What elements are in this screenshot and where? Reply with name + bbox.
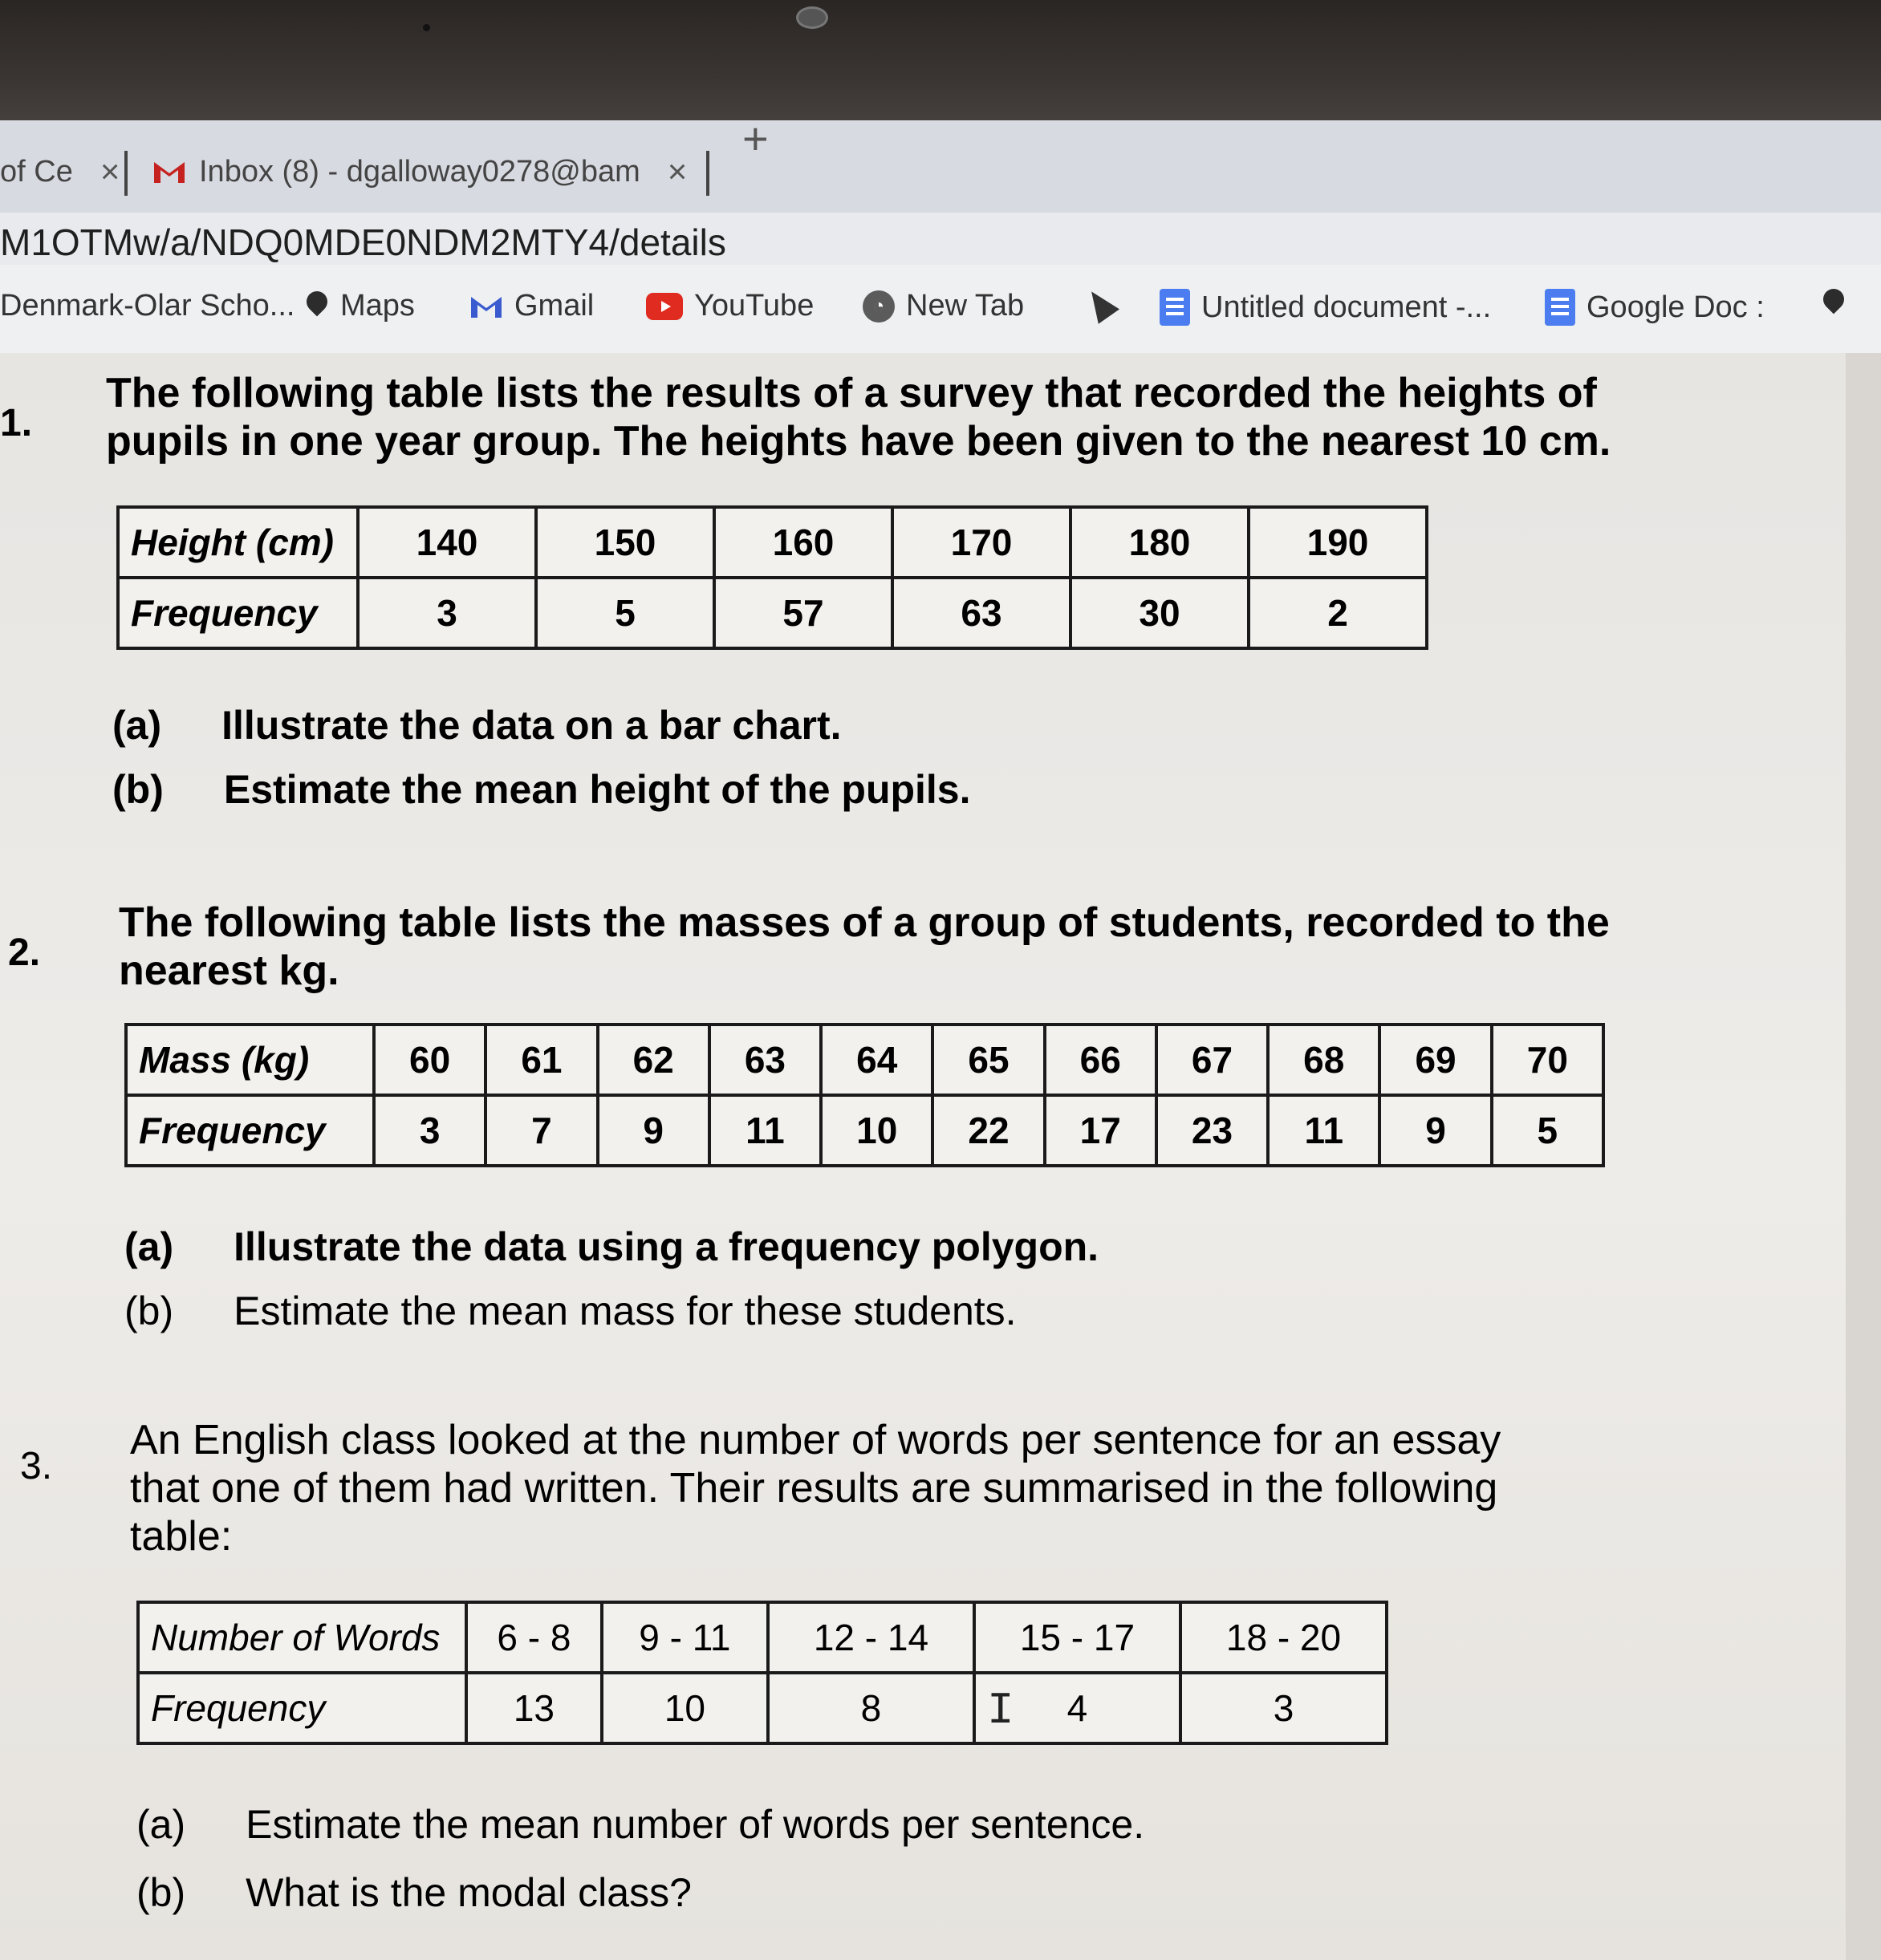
close-tab-icon[interactable]: × [100, 152, 120, 190]
address-bar[interactable] [0, 213, 1881, 273]
bookmark-label: Denmark-Olar Scho... [0, 289, 295, 323]
subquestion-a [124, 1223, 1099, 1270]
table-cell: 170 [892, 507, 1071, 578]
table-cell: 8 [768, 1673, 974, 1743]
bookmarks-bar [0, 265, 1881, 355]
webcam-icon [796, 6, 828, 29]
subquestion-b [124, 1288, 1017, 1334]
table-cell: 3 [1180, 1673, 1387, 1743]
table-cell: 190 [1249, 507, 1427, 578]
table-header-cell: Number of Words [138, 1602, 466, 1673]
table-cell: 68 [1268, 1025, 1379, 1095]
browser-tab-bar [0, 120, 1881, 217]
table-cell: 17 [1045, 1095, 1156, 1166]
subquestion-label: (b) [136, 1870, 186, 1915]
subquestion-b [112, 766, 971, 813]
question-line: that one of them had written. Their results are summarised in the following [130, 1465, 1498, 1512]
question-number: 1. [0, 402, 33, 444]
subquestion-text: Estimate the mean height of the pupils. [223, 767, 971, 812]
subquestion-text: What is the modal class? [246, 1870, 692, 1915]
table-cell: 5 [1492, 1095, 1603, 1166]
table-cell: 9 - 11 [602, 1602, 768, 1673]
gmail-icon [469, 294, 503, 319]
question-line: The following table lists the masses of a group of students, recorded to the [119, 899, 1610, 946]
table-header-cell: Frequency [138, 1673, 466, 1743]
table-cell: 5 [536, 578, 714, 648]
bookmark-newtab[interactable] [863, 289, 1024, 323]
subquestion-text: Illustrate the data on a bar chart. [221, 703, 842, 748]
table-cell: 61 [485, 1025, 597, 1095]
question-line: table: [130, 1513, 233, 1560]
table-cell: 69 [1379, 1025, 1491, 1095]
subquestion-a [136, 1801, 1144, 1848]
maps-pin-icon [1822, 289, 1846, 319]
height-table [116, 505, 1428, 650]
table-cell: 2 [1249, 578, 1427, 648]
tab-title: of Ce [0, 154, 73, 189]
table-cell: 70 [1492, 1025, 1603, 1095]
maps-pin-icon [305, 291, 329, 322]
bookmark-untitled-doc[interactable] [1160, 289, 1491, 326]
table-cell: 23 [1156, 1095, 1268, 1166]
question-number: 2. [8, 931, 41, 974]
youtube-icon [646, 293, 683, 320]
bookmark-label: YouTube [694, 289, 815, 323]
url-text: M1OTMw/a/NDQ0MDE0NDM2MTY4/details [0, 221, 726, 263]
table-header-cell: Frequency [118, 578, 358, 648]
table-cell: 150 [536, 507, 714, 578]
docs-icon [1160, 289, 1190, 326]
table-header-cell: Height (cm) [118, 507, 358, 578]
text-cursor-icon: I [987, 1685, 1014, 1736]
table-row [138, 1673, 1387, 1743]
table-header-cell: Frequency [126, 1095, 374, 1166]
cursor-icon [1081, 284, 1119, 323]
newtab-icon: ◔ [863, 290, 895, 323]
mass-table [124, 1023, 1605, 1167]
table-cell: 9 [1379, 1095, 1491, 1166]
table-cell: 10 [821, 1095, 932, 1166]
subquestion-text: Estimate the mean mass for these students. [234, 1288, 1017, 1333]
bookmark-youtube[interactable] [646, 289, 814, 323]
browser-tab[interactable] [0, 152, 120, 191]
question-line: The following table lists the results of a survey that recorded the heights of [106, 370, 1597, 416]
bookmark-school[interactable] [0, 289, 295, 323]
table-cell: 60 [374, 1025, 485, 1095]
table-cell: 64 [821, 1025, 932, 1095]
gmail-icon [152, 159, 186, 185]
question-text [130, 1416, 1501, 1560]
tab-divider [706, 151, 709, 196]
table-row [126, 1025, 1603, 1095]
laptop-bezel [0, 0, 1881, 136]
tab-divider [124, 151, 128, 196]
table-cell: 13 [466, 1673, 602, 1743]
browser-tab-gmail[interactable] [152, 152, 687, 191]
table-cell: 66 [1045, 1025, 1156, 1095]
question-line: nearest kg. [119, 948, 339, 994]
table-cell: 6 - 8 [466, 1602, 602, 1673]
table-cell: 62 [598, 1025, 709, 1095]
table-cell: 11 [1268, 1095, 1379, 1166]
table-cell: 160 [714, 507, 892, 578]
docs-icon [1545, 289, 1575, 326]
table-cell: 10 [602, 1673, 768, 1743]
table-cell: 180 [1071, 507, 1249, 578]
bookmark-label: Maps [340, 289, 415, 323]
bookmark-gmail[interactable] [469, 289, 594, 323]
table-cell: 22 [932, 1095, 1044, 1166]
page-margin [1846, 353, 1881, 1960]
bookmark-google-doc[interactable] [1545, 289, 1765, 326]
subquestion-label: (a) [112, 703, 162, 748]
bookmark-cursor[interactable] [1087, 289, 1113, 319]
question-line: pupils in one year group. The heights have been given to the nearest 10 cm. [106, 418, 1611, 465]
table-header-cell: Mass (kg) [126, 1025, 374, 1095]
table-cell: 3 [374, 1095, 485, 1166]
table-cell: 11 [709, 1095, 821, 1166]
bookmark-label: Untitled document -... [1201, 290, 1492, 324]
table-cell: 7 [485, 1095, 597, 1166]
table-row [138, 1602, 1387, 1673]
table-cell: 63 [892, 578, 1071, 648]
bookmark-label: New Tab [906, 289, 1025, 323]
table-cell: 12 - 14 [768, 1602, 974, 1673]
table-cell: 30 [1071, 578, 1249, 648]
subquestion-label: (a) [124, 1224, 174, 1269]
table-row [118, 578, 1427, 648]
subquestion-label: (b) [112, 767, 164, 812]
subquestion-label: (b) [124, 1288, 174, 1333]
tab-title: Inbox (8) - dgalloway0278@bam [199, 154, 640, 189]
table-cell: 57 [714, 578, 892, 648]
table-cell: 9 [598, 1095, 709, 1166]
bookmark-maps-2[interactable] [1822, 289, 1846, 319]
table-cell: 3 [358, 578, 536, 648]
question-text [106, 369, 1611, 465]
table-cell: 67 [1156, 1025, 1268, 1095]
question-number: 3. [20, 1445, 53, 1487]
table-row [126, 1095, 1603, 1166]
subquestion-text: Illustrate the data using a frequency polygon. [234, 1224, 1099, 1269]
bookmark-label: Gmail [514, 289, 595, 323]
question-text [119, 899, 1610, 995]
table-cell: 15 - 17 [974, 1602, 1180, 1673]
table-cell: 18 - 20 [1180, 1602, 1387, 1673]
table-cell: 140 [358, 507, 536, 578]
table-cell: 4 [974, 1673, 1180, 1743]
table-row [118, 507, 1427, 578]
question-line: An English class looked at the number of words per sentence for an essay [130, 1417, 1501, 1463]
bookmark-maps[interactable] [305, 289, 415, 323]
subquestion-a [112, 702, 842, 749]
table-cell: 63 [709, 1025, 821, 1095]
new-tab-button[interactable]: + [742, 113, 769, 164]
words-table [136, 1601, 1388, 1745]
subquestion-text: Estimate the mean number of words per sentence. [246, 1802, 1145, 1847]
table-cell: 65 [932, 1025, 1044, 1095]
bookmark-label: Google Doc : [1586, 290, 1765, 324]
bezel-dot [423, 24, 430, 31]
close-tab-icon[interactable]: × [667, 152, 688, 190]
subquestion-b [136, 1869, 692, 1916]
subquestion-label: (a) [136, 1802, 186, 1847]
